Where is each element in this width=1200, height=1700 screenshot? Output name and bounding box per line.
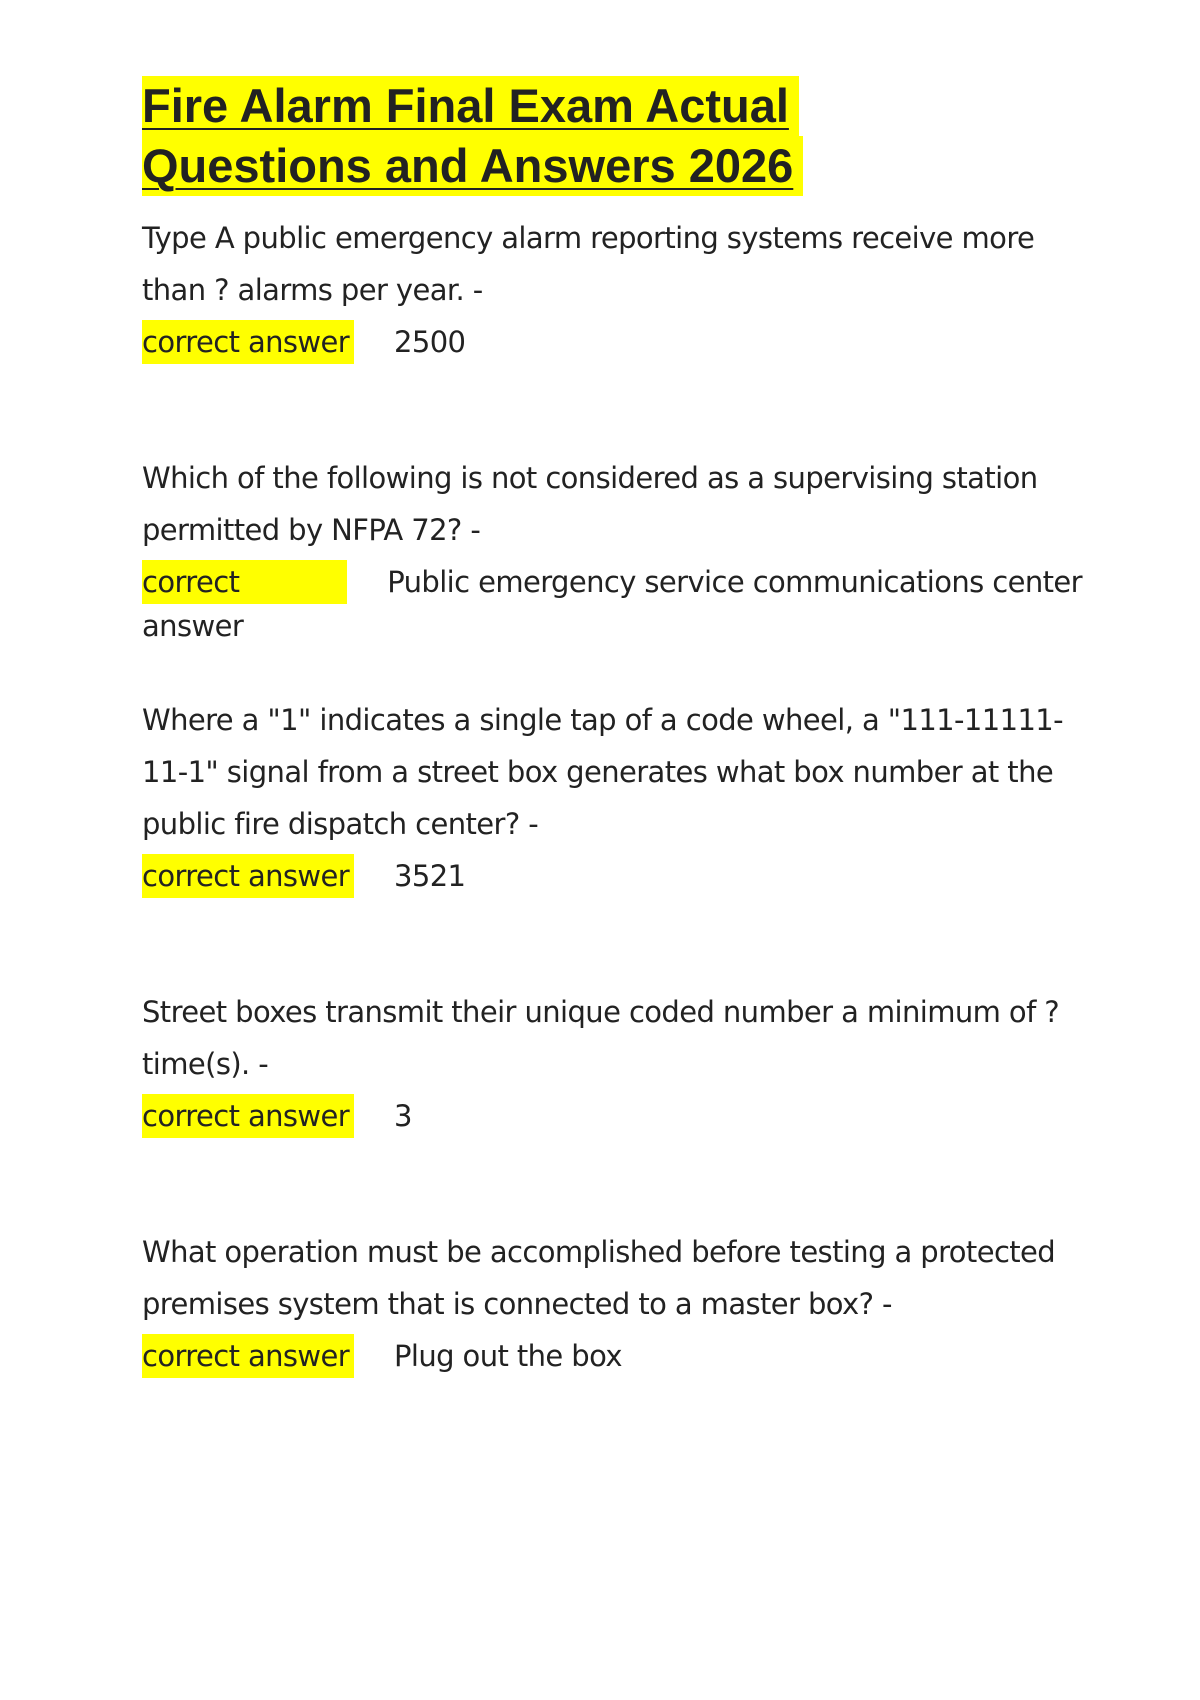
question-text: What operation must be accomplished before testing a protected premises system that is connected to a master box? -: [142, 1235, 1056, 1321]
correct-answer-label: correct answer: [142, 854, 354, 898]
document-title: [142, 76, 862, 196]
question-text: Which of the following is not considered as a supervising station permitted by NFPA 72? -: [142, 461, 1038, 547]
answer-value: 2500: [394, 325, 466, 359]
question-text: Where a "1" indicates a single tap of a code wheel, a "111-11111-11-1" signal from a street box generates what box number at the public fire dispatch center? -: [142, 703, 1064, 841]
answer-value: Plug out the box: [394, 1339, 622, 1373]
correct-answer-label: correct answer: [142, 560, 347, 604]
answer-value: 3521: [394, 859, 466, 893]
qa-item-3: [142, 694, 1082, 902]
correct-answer-label: correct answer: [142, 320, 354, 364]
answer-row: [142, 1330, 1082, 1382]
qa-item-5: [142, 1226, 1082, 1382]
answer-row: [142, 850, 1082, 902]
correct-answer-label: correct answer: [142, 1334, 354, 1378]
question-text: Type A public emergency alarm reporting systems receive more than ? alarms per year. -: [142, 221, 1035, 307]
answer-value: Public emergency service communications center: [387, 565, 1082, 599]
qa-item-1: [142, 212, 1082, 368]
correct-answer-label: correct answer: [142, 1094, 354, 1138]
answer-value: 3: [394, 1099, 412, 1133]
title-line-2: Questions and Answers 2026: [142, 136, 803, 196]
qa-item-2: [142, 452, 1082, 643]
answer-row: [142, 1090, 1082, 1142]
qa-item-4: [142, 986, 1082, 1142]
answer-row: [142, 316, 1082, 368]
question-text: Street boxes transmit their unique coded number a minimum of ? time(s). -: [142, 995, 1060, 1081]
answer-row: [142, 556, 1082, 643]
title-line-1: Fire Alarm Final Exam Actual: [142, 76, 799, 136]
